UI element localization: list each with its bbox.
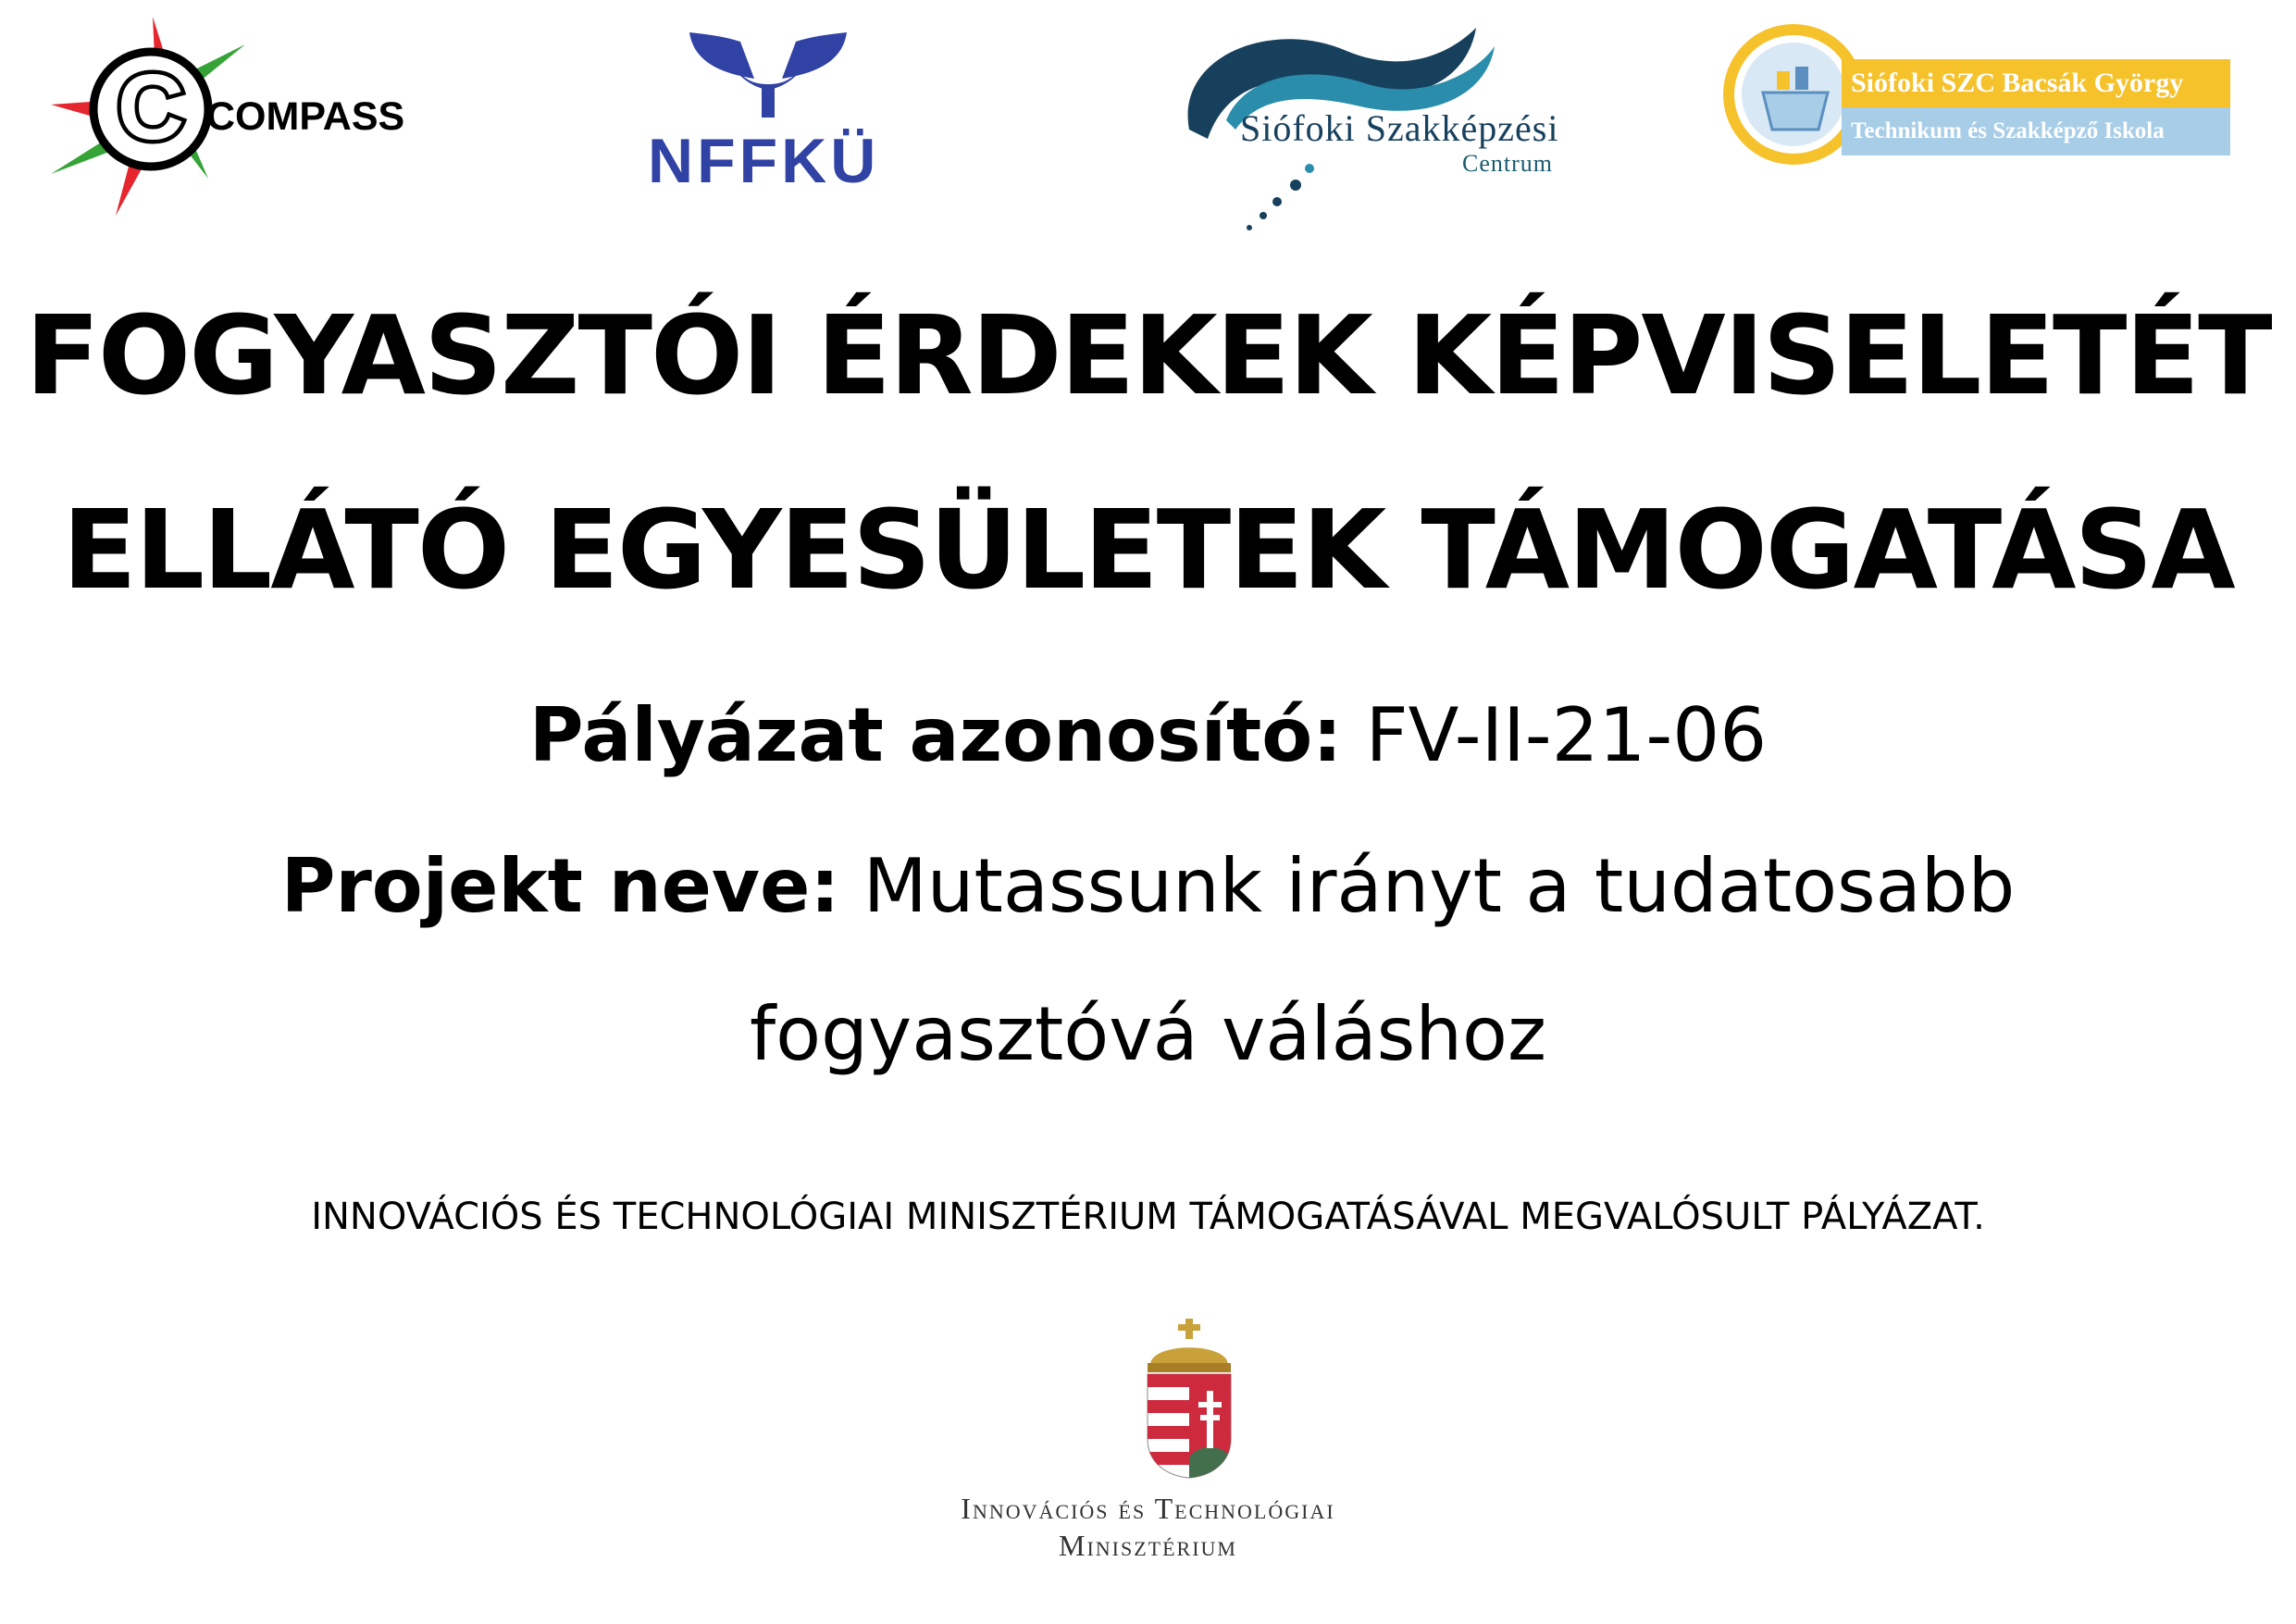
main-title-line1: FOGYASZTÓI ÉRDEKEK KÉPVISELETÉT [25,291,2271,419]
project-id-row [0,692,2296,778]
project-name-value-line2: fogyasztóvá váláshoz [750,991,1546,1077]
siofok-line2: Centrum [1462,150,1553,177]
bacsak-line2: Technikum és Szakképző Iskola [1842,107,2230,155]
funding-statement: INNOVÁCIÓS ÉS TECHNOLÓGIAI MINISZTÉRIUM TÁMOGATÁSÁVAL MEGVALÓSULT PÁLYÁZAT. [311,1196,1985,1238]
project-id-label: Pályázat azonosító: [528,692,1343,778]
hungarian-coat-of-arms-icon [1134,1319,1245,1481]
project-name-value-line1: Mutassunk irányt a tudatosabb [863,843,2016,929]
main-title-line2: ELLÁTÓ EGYESÜLETEK TÁMOGATÁSA [62,486,2234,614]
leaf-icon [639,23,898,125]
project-id-value: FV-II-21-06 [1365,692,1768,778]
bacsak-school-logo [1721,20,2240,168]
siofok-szakkepzesi-logo [1171,19,1587,241]
ministry-name-line2: Minisztérium [1059,1529,1237,1562]
compass-logo [51,17,405,220]
compass-letter: C [117,56,185,159]
project-name-row [0,843,2296,929]
siofok-line1: Siófoki Szakképzési [1240,107,1559,149]
nffku-logo [639,23,898,199]
project-name-label: Projekt neve: [280,843,840,929]
bacsak-line1: Siófoki SZC Bacsák György [1842,59,2230,107]
nffku-wordmark: NFFKÜ [648,126,880,196]
compass-wordmark: COMPASS [206,94,405,139]
ministry-name-line1: Innovációs és Technológiai [961,1492,1335,1525]
ministry-name [0,1490,2296,1564]
